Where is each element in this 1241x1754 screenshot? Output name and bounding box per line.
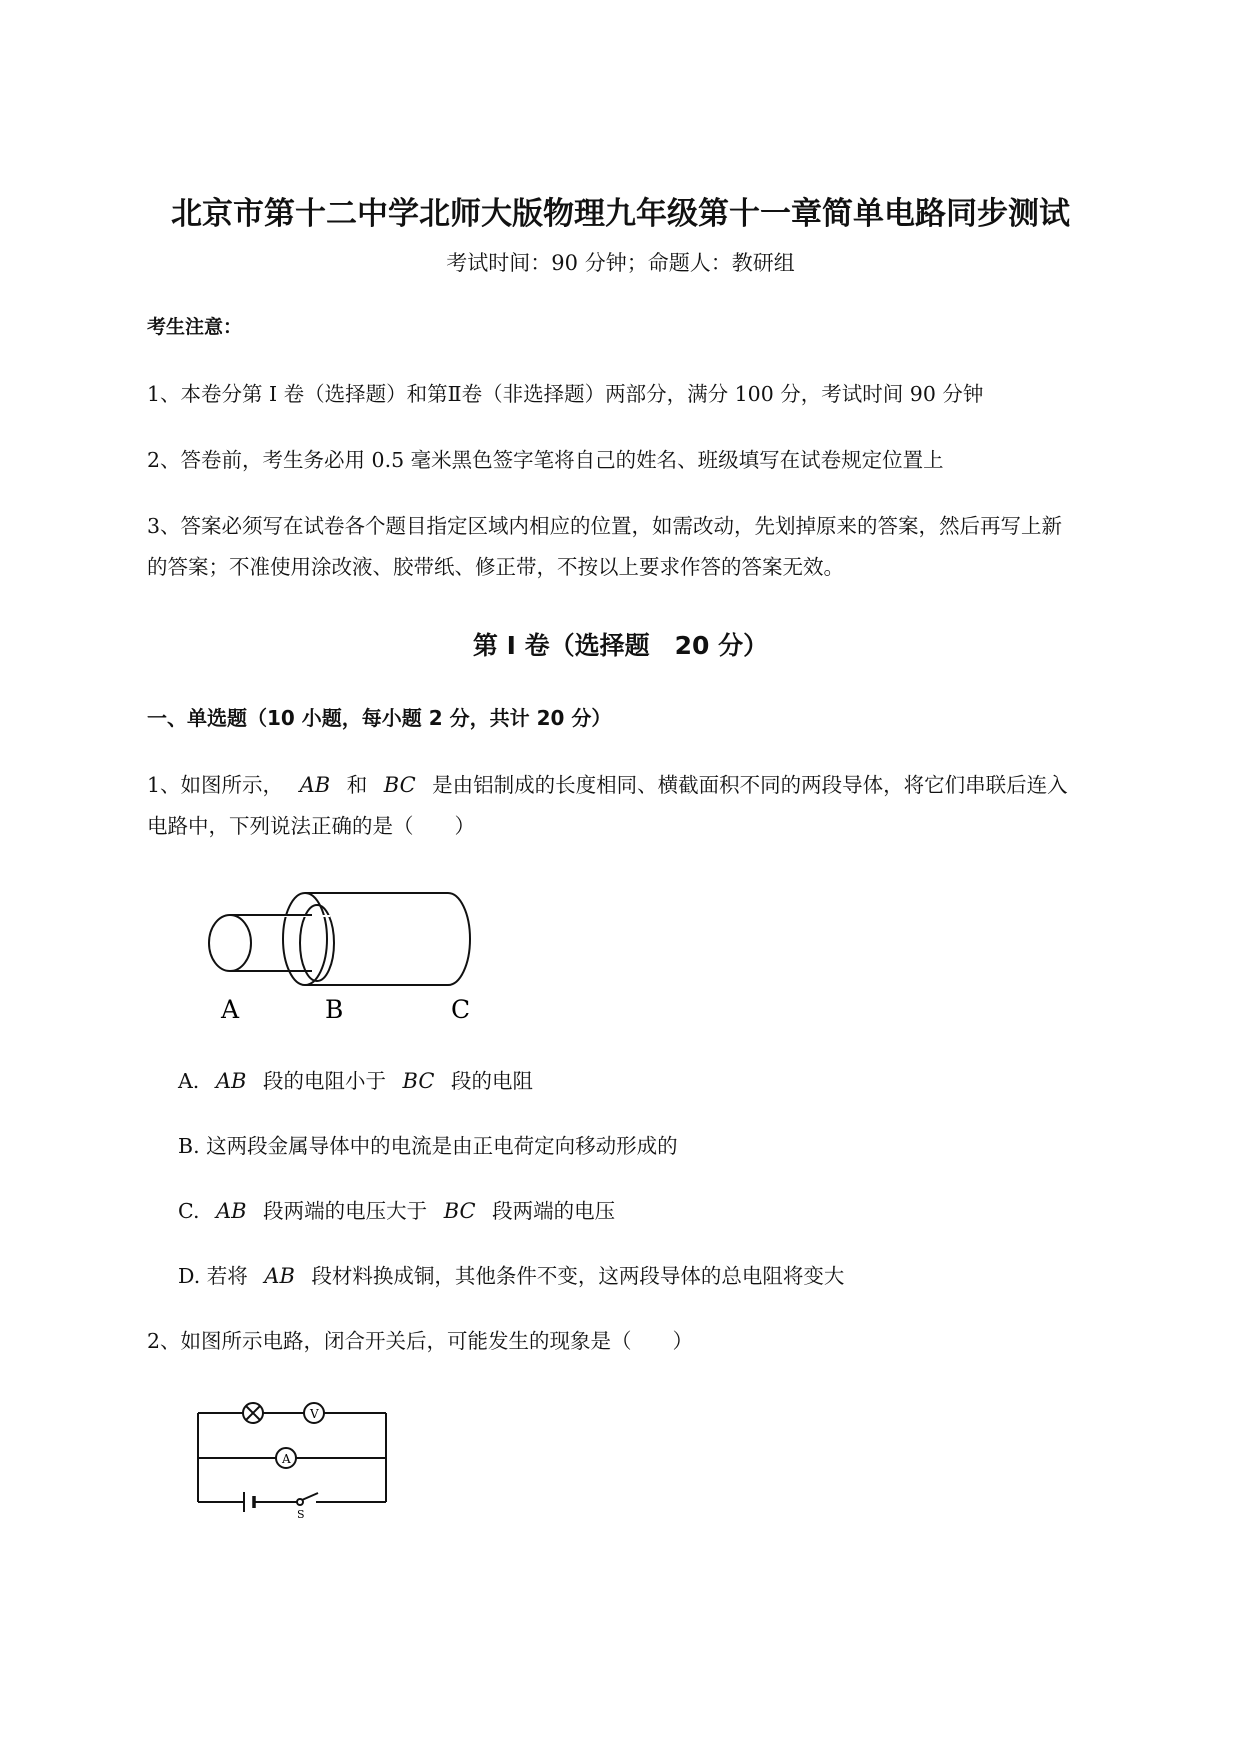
q1-var-bc: BC [383,773,416,797]
option-a-var-2: BC [402,1069,435,1093]
q1-option-b[interactable] [178,1129,678,1159]
big-cylinder-right-face [448,893,470,985]
option-c-var-1: AB [216,1199,247,1223]
q1-mid: 和 [346,773,368,797]
option-d-label: D. [178,1264,201,1288]
q1-rest: 是由铝制成的长度相同、横截面积不同的两段导体，将它们串联后连入 [432,773,1068,797]
question-1-line-1 [147,768,1068,798]
notice-item-3-cont: 的答案；不准使用涂改液、胶带纸、修正带，不按以上要求作答的答案无效。 [147,555,844,579]
q1-option-d[interactable] [178,1259,844,1289]
q1-option-a[interactable] [178,1064,533,1094]
label-a: A [221,995,240,1024]
option-c-label: C. [178,1199,200,1223]
option-c-text-1: 段两端的电压大于 [263,1199,428,1223]
option-c-var-2: BC [443,1199,476,1223]
option-d-var-1: AB [264,1264,295,1288]
switch-icon [297,1493,318,1505]
question-2: 2、如图所示电路，闭合开关后，可能发生的现象是（ ） [147,1329,694,1353]
notice-item-3: 3、答案必须写在试卷各个题目指定区域内相应的位置，如需改动，先划掉原来的答案，然后再写上新 [147,514,1063,538]
conductor-figure [200,885,490,1025]
notice-item-2: 2、答卷前，考生务必用 0.5 毫米黑色签字笔将自己的姓名、班级填写在试卷规定位置上 [147,448,944,472]
q1-prefix: 1、如图所示， [147,773,284,797]
mcq-heading: 一、单选题（10 小题，每小题 2 分，共计 20 分） [147,706,612,730]
option-a-label: A. [178,1069,200,1093]
option-c-text-2: 段两端的电压 [492,1199,616,1223]
switch-label: S [297,1508,305,1520]
section-title: 第 I 卷（选择题 20 分） [472,631,769,660]
option-a-text-1: 段的电阻小于 [263,1069,386,1093]
option-d-text-1: 段材料换成铜，其他条件不变，这两段导体的总电阻将变大 [311,1264,845,1288]
option-a-var-1: AB [215,1069,247,1093]
label-c: C [451,995,471,1024]
voltmeter-label: V [310,1407,319,1421]
notice-heading: 考生注意： [147,316,243,338]
exam-subtitle: 考试时间：90 分钟；命题人：教研组 [446,251,795,275]
circuit-figure [190,1390,400,1520]
lamp-icon [243,1403,263,1423]
small-cylinder-end-face [209,915,251,971]
option-a-text-2: 段的电阻 [450,1069,533,1093]
battery-icon [244,1492,254,1512]
option-d-text-0: 若将 [206,1264,248,1288]
exam-title: 北京市第十二中学北师大版物理九年级第十一章简单电路同步测试 [171,196,1070,232]
question-1-line-2: 电路中，下列说法正确的是（ ） [147,814,475,838]
option-b-text: 这两段金属导体中的电流是由正电荷定向移动形成的 [206,1134,678,1158]
q1-var-ab: AB [299,773,331,797]
notice-item-1: 1、本卷分第 I 卷（选择题）和第Ⅱ卷（非选择题）两部分，满分 100 分，考试时间 90 分钟 [147,382,984,406]
label-b: B [325,995,344,1024]
q1-option-c[interactable] [178,1194,615,1224]
option-b-label: B. [178,1134,200,1158]
ammeter-label: A [282,1452,291,1466]
